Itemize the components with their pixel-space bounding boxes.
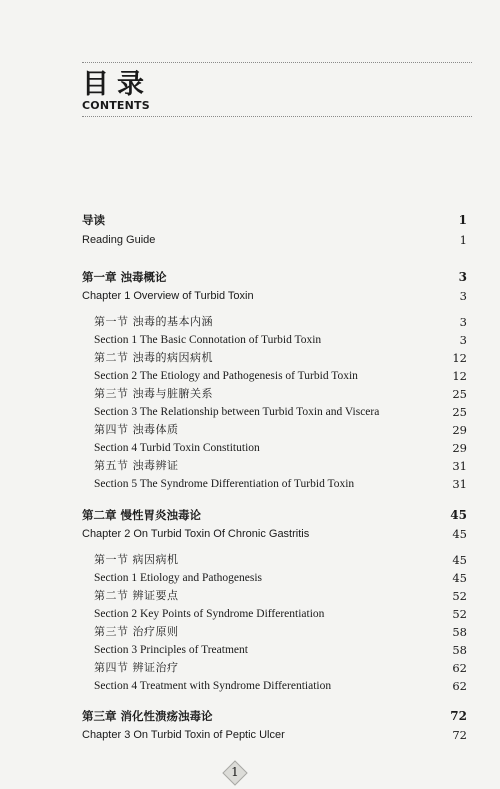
toc-entry-title: Chapter 3 On Turbid Toxin of Peptic Ulcer xyxy=(82,729,285,741)
toc-entry[interactable] xyxy=(0,707,500,725)
toc-entry-title: 第二节 浊毒的病因病机 xyxy=(94,351,213,364)
toc-entry-title: 第四节 辨证治疗 xyxy=(94,661,179,674)
toc-entry-page: 31 xyxy=(452,477,467,491)
toc-entry[interactable] xyxy=(0,506,500,524)
toc-entry-page: 58 xyxy=(452,625,467,639)
toc-entry-title: Section 2 The Etiology and Pathogenesis of Turbid Toxin xyxy=(94,370,358,382)
toc-entry-page: 1 xyxy=(458,213,467,227)
toc-entry[interactable] xyxy=(0,569,500,587)
toc-entry-title: Section 2 Key Points of Syndrome Differentiation xyxy=(94,608,325,620)
toc-entry-title: 第二章 慢性胃炎浊毒论 xyxy=(82,508,202,522)
toc-entry[interactable] xyxy=(0,641,500,659)
toc-entry-page: 45 xyxy=(452,527,467,541)
page-number-badge xyxy=(222,760,248,786)
toc-entry-title: 第一章 浊毒概论 xyxy=(82,270,167,284)
toc-entry[interactable] xyxy=(0,677,500,695)
toc-entry-title: 第四节 浊毒体质 xyxy=(94,423,179,436)
toc-entry-title: Section 4 Turbid Toxin Constitution xyxy=(94,442,260,454)
toc-entry-page: 62 xyxy=(452,679,467,693)
toc-entry-title: Chapter 1 Overview of Turbid Toxin xyxy=(82,290,254,302)
toc-entry[interactable] xyxy=(0,421,500,439)
toc-entry[interactable] xyxy=(0,313,500,331)
toc-entry[interactable] xyxy=(0,403,500,421)
toc-entry-page: 52 xyxy=(452,589,467,603)
toc-entry-page: 45 xyxy=(452,553,467,567)
toc-entry[interactable] xyxy=(0,385,500,403)
toc-entry[interactable] xyxy=(0,726,500,744)
toc-entry[interactable] xyxy=(0,587,500,605)
toc-entry[interactable] xyxy=(0,525,500,543)
toc-entry-page: 62 xyxy=(452,661,467,675)
toc-entry-title: Reading Guide xyxy=(82,234,156,246)
page-number: 1 xyxy=(231,765,239,779)
toc-entry-page: 29 xyxy=(452,423,467,437)
toc-entry[interactable] xyxy=(0,331,500,349)
toc-entry[interactable] xyxy=(0,349,500,367)
toc-entry-page: 3 xyxy=(459,315,467,329)
toc-entry-page: 72 xyxy=(450,709,467,723)
toc-entry-page: 58 xyxy=(452,643,467,657)
toc-entry-page: 72 xyxy=(452,728,467,742)
toc-entry[interactable] xyxy=(0,268,500,286)
toc-entry[interactable] xyxy=(0,551,500,569)
toc-entry-page: 1 xyxy=(459,233,467,247)
toc-entry-title: Section 5 The Syndrome Differentiation of Turbid Toxin xyxy=(94,478,355,490)
toc-entry-page: 12 xyxy=(452,351,467,365)
toc-entry-title: Section 1 The Basic Connotation of Turbid Toxin xyxy=(94,334,322,346)
toc-entry-page: 25 xyxy=(452,405,467,419)
toc-entry-page: 12 xyxy=(452,369,467,383)
toc-entry-title: Chapter 2 On Turbid Toxin Of Chronic Gastritis xyxy=(82,528,310,540)
toc-entry[interactable] xyxy=(0,605,500,623)
toc-entry-title: 第三节 治疗原则 xyxy=(94,625,179,638)
page-title-chinese: 目录 xyxy=(82,69,152,100)
toc-entry-page: 45 xyxy=(450,508,467,522)
top-divider xyxy=(82,62,472,63)
bottom-divider xyxy=(82,116,472,117)
toc-entry-page: 3 xyxy=(458,270,467,284)
toc-entry-page: 25 xyxy=(452,387,467,401)
toc-entry[interactable] xyxy=(0,475,500,493)
toc-entry[interactable] xyxy=(0,231,500,249)
toc-entry[interactable] xyxy=(0,287,500,305)
toc-entry-title: 第三节 浊毒与脏腑关系 xyxy=(94,387,213,400)
toc-entry-page: 3 xyxy=(459,333,467,347)
toc-entry-title: 第三章 消化性溃疡浊毒论 xyxy=(82,709,213,723)
toc-entry[interactable] xyxy=(0,457,500,475)
toc-entry-title: Section 3 Principles of Treatment xyxy=(94,644,248,656)
toc-entry[interactable] xyxy=(0,367,500,385)
toc-entry-page: 52 xyxy=(452,607,467,621)
toc-entry-title: Section 1 Etiology and Pathogenesis xyxy=(94,572,263,584)
toc-entry-title: 第二节 辨证要点 xyxy=(94,589,179,602)
toc-entry-title: Section 4 Treatment with Syndrome Differentiation xyxy=(94,680,332,692)
toc-entry[interactable] xyxy=(0,659,500,677)
toc-entry-page: 31 xyxy=(452,459,467,473)
toc-entry-page: 45 xyxy=(452,571,467,585)
toc-entry-page: 3 xyxy=(459,289,467,303)
toc-entry-title: 第五节 浊毒辨证 xyxy=(94,459,179,472)
toc-entry-title: Section 3 The Relationship between Turbid Toxin and Viscera xyxy=(94,406,380,418)
toc-entry-page: 29 xyxy=(452,441,467,455)
toc-entry-title: 导读 xyxy=(82,213,105,227)
toc-entry[interactable] xyxy=(0,211,500,229)
toc-entry-title: 第一节 浊毒的基本内涵 xyxy=(94,315,213,328)
toc-entry-title: 第一节 病因病机 xyxy=(94,553,179,566)
toc-entry[interactable] xyxy=(0,439,500,457)
page-title-english: CONTENTS xyxy=(82,99,150,112)
toc-entry[interactable] xyxy=(0,623,500,641)
